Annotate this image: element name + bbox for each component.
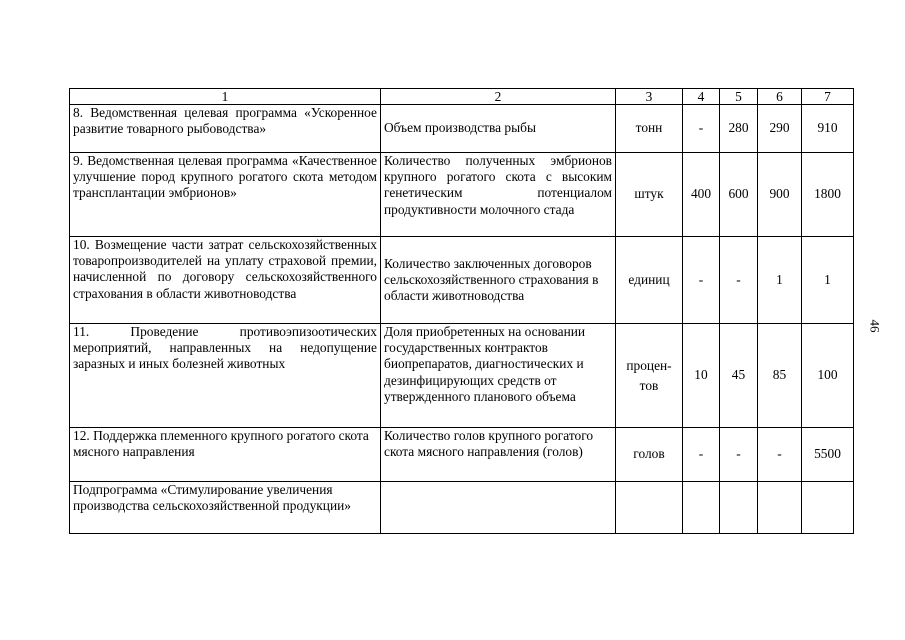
indicator-cell: Количество полученных эмбрионов крупного рогатого скота с высоким генетическим потенциалом продуктивности молочного стада — [381, 153, 616, 237]
indicator-cell: Объем производства рыбы — [381, 105, 616, 153]
indicators-table — [69, 88, 854, 534]
value-cell: 400 — [683, 153, 720, 237]
value-cell: 100 — [802, 324, 854, 428]
value-cell: 910 — [802, 105, 854, 153]
unit-cell: голов — [616, 428, 683, 482]
table-row — [70, 324, 854, 428]
value-cell: - — [683, 428, 720, 482]
value-cell: 600 — [720, 153, 758, 237]
unit-cell: штук — [616, 153, 683, 237]
value-cell — [720, 482, 758, 534]
column-header: 4 — [683, 89, 720, 105]
indicator-cell: Количество голов крупного рогатого скота мясного направления (голов) — [381, 428, 616, 482]
column-header: 1 — [70, 89, 381, 105]
table-row — [70, 105, 854, 153]
unit-cell: единиц — [616, 237, 683, 324]
value-cell: 10 — [683, 324, 720, 428]
indicator-cell — [381, 482, 616, 534]
value-cell: 1800 — [802, 153, 854, 237]
unit-cell: тонн — [616, 105, 683, 153]
unit-cell — [616, 482, 683, 534]
program-cell: 9. Ведомственная целевая программа «Качественное улучшение пород крупного рогатого скота методом трансплантации эмбрионов» — [70, 153, 381, 237]
value-cell: 280 — [720, 105, 758, 153]
value-cell: 45 — [720, 324, 758, 428]
indicator-cell: Количество заключенных договоров сельскохозяйственного страхования в области животноводства — [381, 237, 616, 324]
table-row — [70, 237, 854, 324]
column-header: 2 — [381, 89, 616, 105]
value-cell: - — [683, 237, 720, 324]
table-row — [70, 153, 854, 237]
value-cell — [758, 482, 802, 534]
table-row — [70, 482, 854, 534]
table-row — [70, 428, 854, 482]
value-cell: - — [720, 237, 758, 324]
column-header: 5 — [720, 89, 758, 105]
value-cell: 5500 — [802, 428, 854, 482]
indicator-cell: Доля приобретенных на основании государственных контрактов биопрепаратов, диагностических и дезинфицирующих средств от утвержденного планового объема — [381, 324, 616, 428]
program-cell: 8. Ведомственная целевая программа «Ускоренное развитие товарного рыбоводства» — [70, 105, 381, 153]
program-cell: 12. Поддержка племенного крупного рогатого скота мясного направления — [70, 428, 381, 482]
value-cell: 1 — [758, 237, 802, 324]
value-cell: - — [683, 105, 720, 153]
value-cell: 290 — [758, 105, 802, 153]
value-cell: - — [758, 428, 802, 482]
column-header: 3 — [616, 89, 683, 105]
value-cell: 85 — [758, 324, 802, 428]
page-number: 46 — [867, 319, 883, 333]
unit-cell: процен-тов — [616, 324, 683, 428]
value-cell: 900 — [758, 153, 802, 237]
column-header: 7 — [802, 89, 854, 105]
value-cell — [802, 482, 854, 534]
table-header-row — [70, 89, 854, 105]
value-cell: - — [720, 428, 758, 482]
program-cell: 10. Возмещение части затрат сельскохозяйственных товаропроизводителей на уплату страховой премии, начисленной по договору сельскохозяйственного страхования в области животноводства — [70, 237, 381, 324]
program-cell: 11. Проведение противоэпизоотических мероприятий, направленных на недопущение заразных и иных болезней животных — [70, 324, 381, 428]
value-cell — [683, 482, 720, 534]
column-header: 6 — [758, 89, 802, 105]
value-cell: 1 — [802, 237, 854, 324]
subprogram-cell: Подпрограмма «Стимулирование увеличения производства сельскохозяйственной продукции» — [70, 482, 381, 534]
